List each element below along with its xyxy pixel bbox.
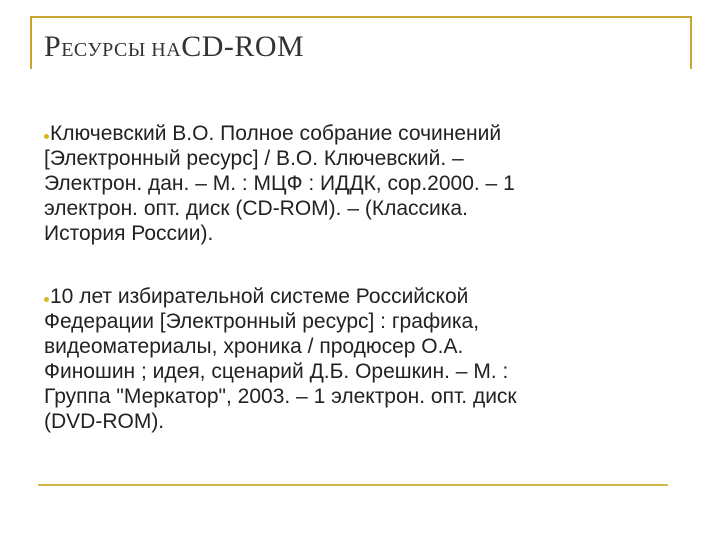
bullet-2-line-6: (DVD-ROM). — [44, 410, 165, 433]
title-frame-top-line — [30, 16, 692, 18]
bullet-1-line-3: Электрон. дан. – М. : МЦФ : ИДДК, cop.2000. – 1 — [44, 172, 515, 195]
title-frame-left-line — [30, 16, 32, 69]
bullet-item-1 — [44, 121, 674, 246]
title-initial: Р — [44, 30, 62, 63]
bottom-rule — [38, 484, 668, 486]
title-frame-right-line — [690, 16, 692, 69]
bullet-1-line-4: электрон. опт. диск (CD-ROM). – (Классика. — [44, 197, 468, 220]
bullet-dot-icon — [44, 134, 49, 139]
bullet-dot-icon — [44, 297, 49, 302]
title-cdrom: CD-ROM — [181, 30, 305, 63]
slide-title — [44, 30, 304, 64]
bullet-2-line-4: Финошин ; идея, сценарий Д.Б. Орешкин. – М. : — [44, 360, 509, 383]
bullet-2-line-2: Федерации [Электронный ресурс] : графика, — [44, 310, 480, 333]
bullet-item-2 — [44, 284, 674, 434]
bullet-2-line-1-text: 10 лет избирательной системе Российской — [50, 285, 469, 308]
bullet-1-line-5: История России). — [44, 222, 214, 245]
bullet-1-line-2: [Электронный ресурс] / В.О. Ключевский. – — [44, 147, 464, 170]
bullet-1-line-1 — [44, 121, 674, 146]
bullet-1-line-1-text: Ключевский В.О. Полное собрание сочинений — [50, 122, 502, 145]
bullet-2-line-1 — [44, 284, 674, 309]
bullet-2-line-5: Группа "Меркатор", 2003. – 1 электрон. опт. диск — [44, 385, 517, 408]
title-small-caps: ЕСУРСЫ НА — [61, 39, 182, 61]
bullet-2-line-3: видеоматериалы, хроника / продюсер О.А. — [44, 335, 464, 358]
